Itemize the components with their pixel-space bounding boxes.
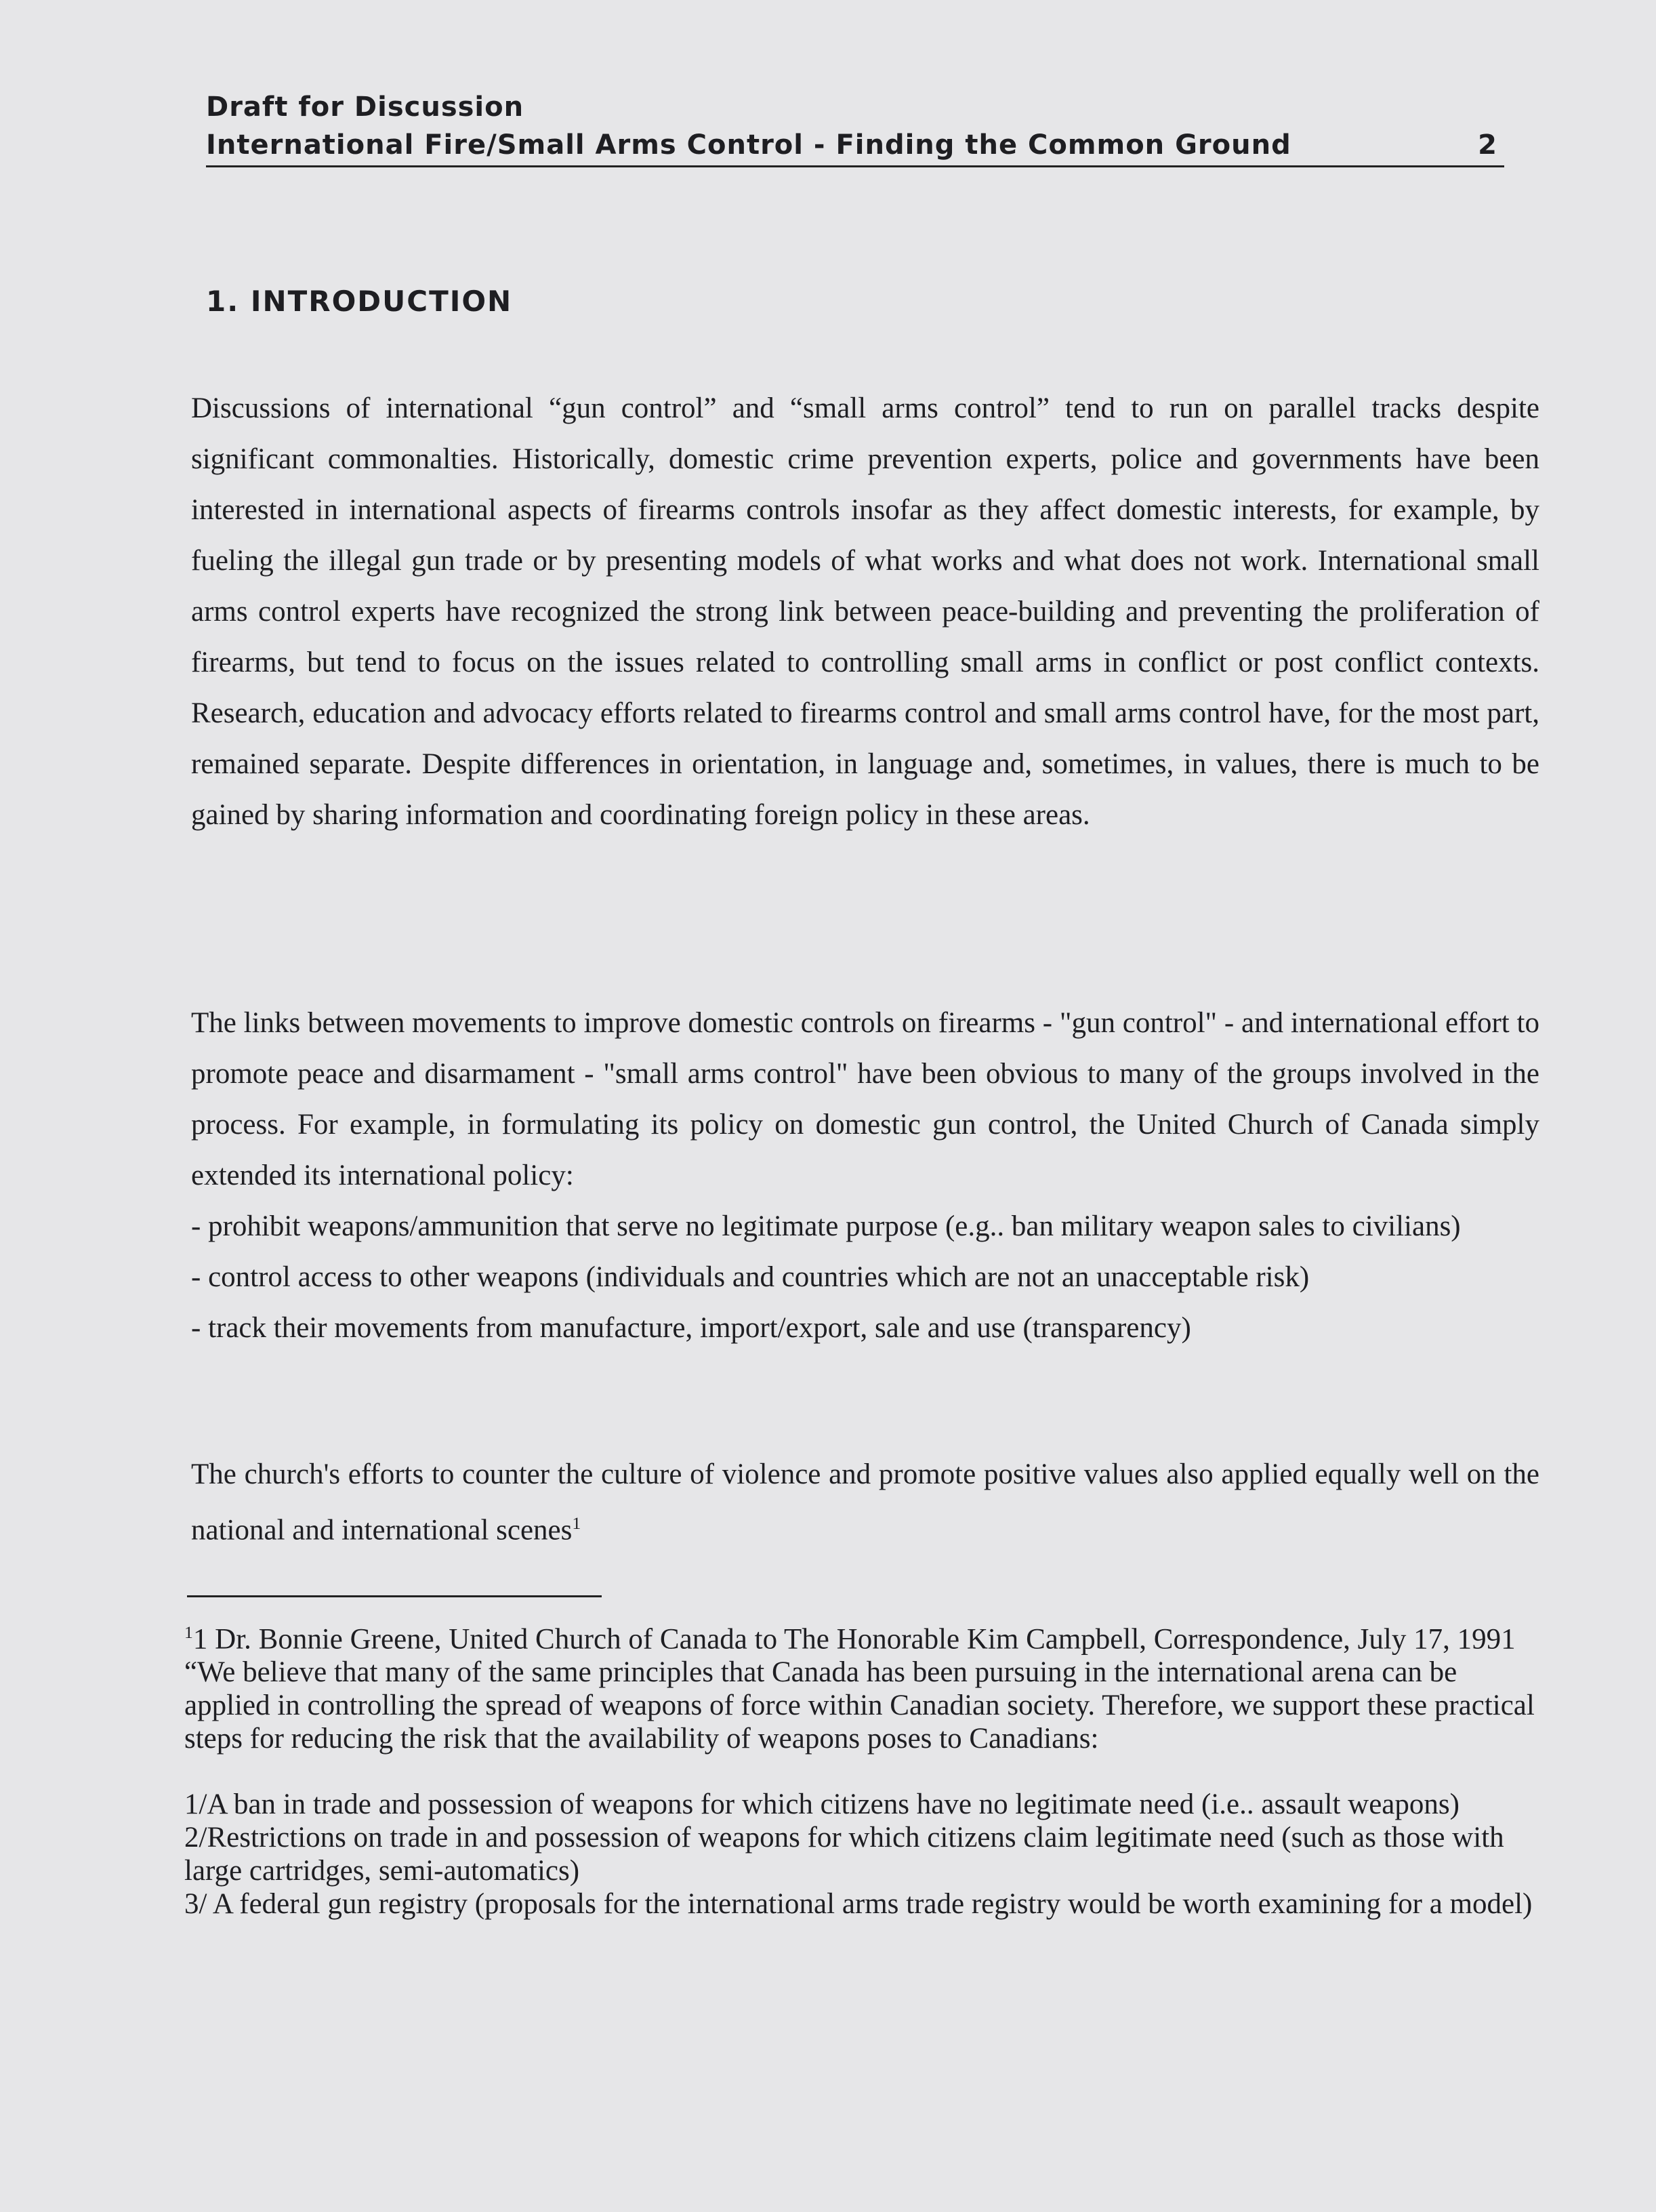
policy-list [191,1201,1539,1353]
footnote-reference: 1 [572,1513,581,1533]
paragraph-1: Discussions of international “gun control” and “small arms control” tend to run on parallel tracks despite significant commonalties. Historically, domestic crime prevention experts, police and governments have been interested in international aspects of firearms controls insofar as they affect domestic interests, for example, by fueling the illegal gun trade or by presenting models of what works and what does not work. International small arms control experts have recognized the strong link between peace-building and preventing the proliferation of firearms, but tend to focus on the issues related to controlling small arms in conflict or post conflict contexts. Research, education and advocacy efforts related to firearms control and small arms control have, for the most part, remained separate. Despite differences in orientation, in language and, sometimes, in values, there is much to be gained by sharing information and coordinating foreign policy in these areas. [191,392,1539,831]
header-draft-label: Draft for Discussion [206,91,524,123]
footnote-item: 2/Restrictions on trade in and possession of weapons for which citizens claim legitimate need (such as those with large cartridges, semi-automatics) [184,1822,1504,1887]
footnote-item: 3/ A federal gun registry (proposals for the international arms trade registry would be worth examining for a model) [184,1888,1533,1921]
header-document-title [206,126,1504,167]
footnote-marker: 1 [184,1622,193,1642]
footnote-item: 1/A ban in trade and possession of weapons for which citizens have no legitimate need (i.e.. assault weapons) [184,1788,1460,1821]
paragraph-3 [191,1450,1539,1555]
running-header [206,88,1504,167]
policy-list-item: - prohibit weapons/ammunition that serve no legitimate purpose (e.g.. ban military weapon sales to civilians) [191,1210,1461,1242]
footnote-text [184,1616,1539,1755]
paragraph-3-text: The church's efforts to counter the culture of violence and promote positive values also applied equally well on the national and international scenes [191,1458,1539,1547]
section-title: INTRODUCTION [250,285,513,318]
footnote-block [184,1616,1539,1921]
header-title-text: International Fire/Small Arms Control - Finding the Common Ground [206,129,1291,161]
section-number: 1. [206,285,240,318]
section-heading [206,285,512,318]
page-number: 2 [1478,129,1497,161]
policy-list-item: - track their movements from manufacture, import/export, sale and use (transparency) [191,1312,1191,1344]
footnote-divider [187,1595,602,1597]
footnote-spacer [184,1755,1539,1788]
policy-list-item: - control access to other weapons (individuals and countries which are not an unacceptable risk) [191,1261,1310,1293]
paragraph-2 [191,998,1539,1353]
paragraph-2-text: The links between movements to improve domestic controls on firearms - "gun control" - and international effort to promote peace and disarmament - "small arms control" have been obvious to many of the groups involved in the process. For example, in formulating its policy on domestic gun control, the United Church of Canada simply extended its international policy: [191,1007,1539,1191]
footnote-body: 1 Dr. Bonnie Greene, United Church of Canada to The Honorable Kim Campbell, Correspondence, July 17, 1991 “We believe that many of the same principles that Canada has been pursuing in the international arena can be applied in controlling the spread of weapons of force within Canadian society. Therefore, we support these practical steps for reducing the risk that the availability of weapons poses to Canadians: [184,1623,1535,1755]
